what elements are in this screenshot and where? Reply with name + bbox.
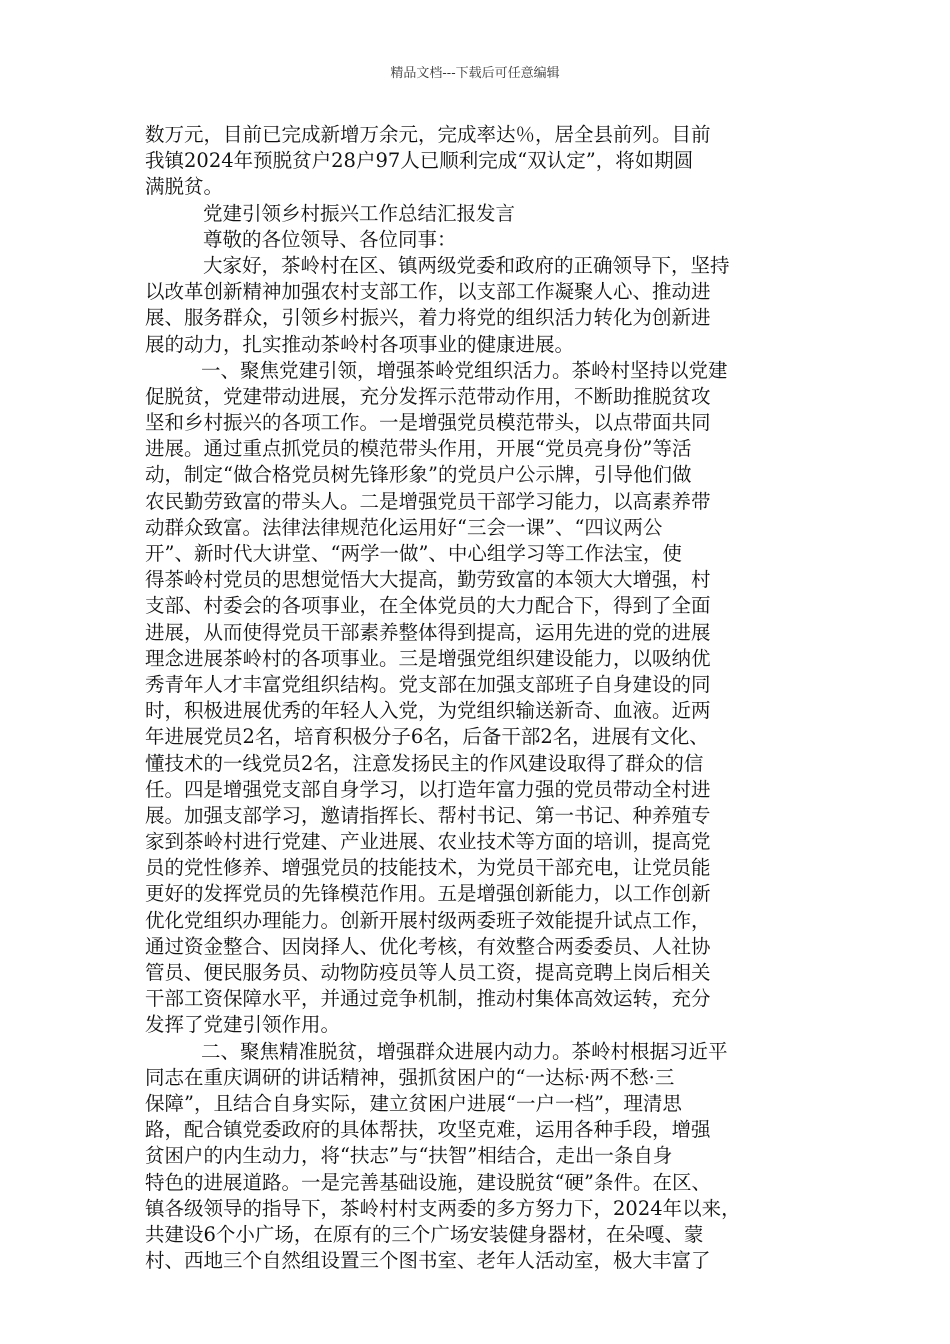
text-line: 秀青年人才丰富党组织结构。党支部在加强支部班子自身建设的同 <box>145 672 711 696</box>
text-line: 优化党组织办理能力。创新开展村级两委班子效能提升试点工作， <box>145 908 711 932</box>
text-line: 我镇2024年预脱贫户28户97人已顺利完成“双认定”，将如期圆 <box>145 149 694 173</box>
text-line: 坚和乡村振兴的各项工作。一是增强党员模范带头，以点带面共同 <box>145 411 711 435</box>
text-line: 农民勤劳致富的带头人。二是增强党员干部学习能力，以高素养带 <box>145 489 711 513</box>
text-line: 理念进展茶岭村的各项事业。三是增强党组织建设能力，以吸纳优 <box>145 646 711 670</box>
text-line: 满脱贫。 <box>145 175 224 199</box>
text-line: 进展，从而使得党员干部素养整体得到提高，运用先进的党的进展 <box>145 620 711 644</box>
text-line: 共建设6个小广场，在原有的三个广场安装健身器材，在朵嘎、蒙 <box>145 1222 704 1246</box>
text-line: 数万元，目前已完成新增万余元，完成率达％，居全县前列。目前 <box>145 123 711 146</box>
text-line: 家到茶岭村进行党建、产业进展、农业技术等方面的培训，提高党 <box>145 830 711 854</box>
text-line: 时，积极进展优秀的年轻人入党，为党组织输送新奇、血液。近两 <box>145 699 711 723</box>
text-line: 贫困户的内生动力，将“扶志”与“扶智”相结合，走出一条自身 <box>145 1144 673 1168</box>
text-line: 支部、村委会的各项事业，在全体党员的大力配合下，得到了全面 <box>145 594 711 618</box>
text-line: 开”、新时代大讲堂、“两学一做”、中心组学习等工作法宝，使 <box>145 542 682 565</box>
text-line: 管员、便民服务员、动物防疫员等人员工资，提高竞聘上岗后相关 <box>145 961 711 984</box>
text-line: 村、西地三个自然组设置三个图书室、老年人活动室，极大丰富了 <box>145 1249 711 1273</box>
text-line: 展的动力，扎实推动茶岭村各项事业的健康进展。 <box>145 332 575 356</box>
text-line: 特色的进展道路。一是完善基础设施，建设脱贫“硬”条件。在区、 <box>145 1170 711 1194</box>
text-line: 展、服务群众，引领乡村振兴，着力将党的组织活力转化为创新进 <box>145 306 711 330</box>
text-line: 得茶岭村党员的思想觉悟大大提高，勤劳致富的本领大大增强，村 <box>145 568 711 592</box>
document-body <box>145 122 805 1274</box>
text-line: 通过资金整合、因岗择人、优化考核，有效整合两委委员、人社协 <box>145 934 711 958</box>
text-line: 干部工资保障水平，并通过竞争机制，推动村集体高效运转，充分 <box>145 987 711 1011</box>
text-line: 路，配合镇党委政府的具体帮扶，攻坚克难，运用各种手段，增强 <box>145 1118 711 1142</box>
text-line: 动群众致富。法律法律规范化运用好“三会一课”、“四议两公 <box>145 515 663 539</box>
text-line: 发挥了党建引领作用。 <box>145 1013 341 1037</box>
text-line: 同志在重庆调研的讲话精神，强抓贫困户的“一达标·两不愁·三 <box>145 1065 675 1089</box>
text-line: 以改革创新精神加强农村支部工作，以支部工作凝聚人心、推动进 <box>145 280 711 304</box>
text-line: 员的党性修养、增强党员的技能技术，为党员干部充电，让党员能 <box>145 856 711 880</box>
text-line: 动，制定“做合格党员树先锋形象”的党员户公示牌，引导他们做 <box>145 463 692 487</box>
section-title: 党建引领乡村振兴工作总结汇报发言 <box>203 201 516 225</box>
paragraph-start: 一、聚焦党建引领，增强茶岭党组织活力。茶岭村坚持以党建 <box>201 358 728 382</box>
text-line: 任。四是增强党支部自身学习，以打造年富力强的党员带动全村进 <box>145 777 711 801</box>
text-line: 进展。通过重点抓党员的模范带头作用，开展“党员亮身份”等活 <box>145 437 692 461</box>
text-line: 镇各级领导的指导下，茶岭村村支两委的多方努力下，2024年以来， <box>145 1196 741 1220</box>
text-line: 展。加强支部学习，邀请指挥长、帮村书记、第一书记、种养殖专 <box>145 803 711 827</box>
text-line: 促脱贫，党建带动进展，充分发挥示范带动作用，不断助推脱贫攻 <box>145 384 711 408</box>
text-line: 更好的发挥党员的先锋模范作用。五是增强创新能力，以工作创新 <box>145 882 711 906</box>
paragraph-start: 二、聚焦精准脱贫，增强群众进展内动力。茶岭村根据习近平 <box>201 1039 728 1063</box>
salutation: 尊敬的各位领导、各位同事： <box>203 227 457 251</box>
text-line: 懂技术的一线党员2名，注意发扬民主的作风建设取得了群众的信 <box>145 751 704 775</box>
text-line: 年进展党员2名，培育积极分子6名，后备干部2名，进展有文化、 <box>145 725 709 749</box>
paragraph-start: 大家好，茶岭村在区、镇两级党委和政府的正确领导下，坚持 <box>203 253 730 277</box>
page-header: 精品文档---下载后可任意编辑 <box>390 66 560 81</box>
text-line: 保障”，且结合自身实际，建立贫困户进展“一户一档”，理清思 <box>145 1091 682 1115</box>
